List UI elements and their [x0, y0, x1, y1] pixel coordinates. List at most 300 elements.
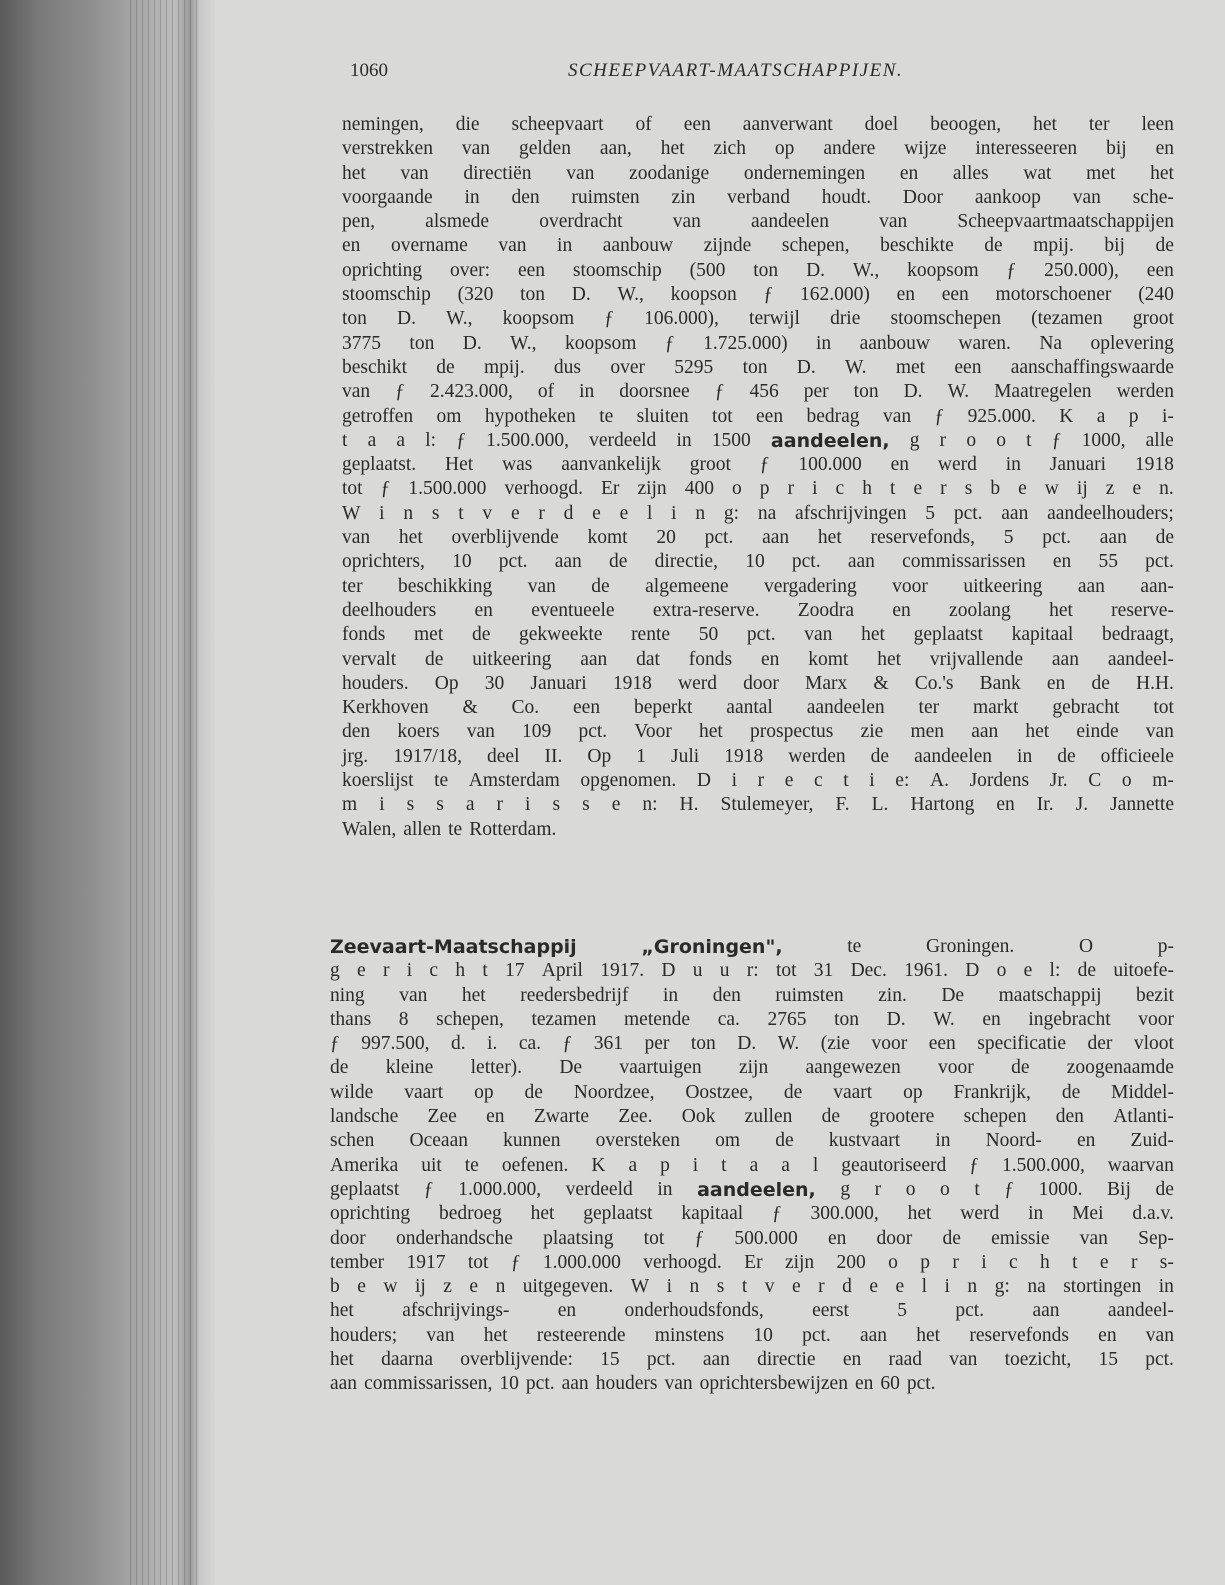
word: aan — [762, 527, 790, 549]
word: werden — [788, 745, 846, 767]
word: en — [1046, 672, 1066, 694]
word: e — [791, 1276, 801, 1298]
word: ter — [342, 575, 363, 597]
word: van — [1145, 721, 1174, 743]
word: overblijvende: — [460, 1349, 573, 1371]
word: reservefonds — [969, 1324, 1069, 1346]
word: n — [967, 1276, 978, 1298]
word: aanvankelijk — [561, 454, 661, 476]
word: a — [749, 1154, 759, 1176]
word: of — [635, 114, 652, 135]
word: leen — [1141, 114, 1174, 135]
word: stortingen — [1063, 1276, 1142, 1298]
word: 30 — [484, 672, 505, 694]
word: de — [942, 1227, 961, 1249]
word: allen — [403, 818, 442, 840]
word: H. — [679, 794, 699, 816]
word: beschikte — [880, 235, 954, 257]
word: ton — [834, 1008, 860, 1030]
word: stoomschepen — [890, 308, 1001, 330]
word: zijn — [738, 1057, 769, 1079]
word: een — [954, 356, 982, 378]
word: Jannette — [1110, 794, 1174, 816]
word: a — [465, 794, 475, 816]
text-line — [330, 1275, 1174, 1299]
word: 456 — [749, 381, 779, 403]
word: l: — [1049, 960, 1061, 982]
word: 300.000, — [810, 1203, 879, 1225]
word: Oceaan — [409, 1130, 468, 1152]
word: koopsom — [564, 332, 637, 354]
book-spine-shadow — [0, 0, 215, 1585]
word: aan — [554, 551, 582, 573]
word: eventueele — [531, 599, 615, 621]
word: de — [1057, 745, 1076, 767]
word: alles — [952, 162, 989, 184]
text-line — [330, 1032, 1174, 1056]
word: 250.000), — [1044, 259, 1119, 281]
word: tezamen — [531, 1008, 597, 1030]
word: ƒ — [395, 381, 405, 403]
word: het — [342, 162, 366, 184]
word: geplaatst — [583, 1203, 653, 1225]
word: aanschaffingswaarde — [1010, 356, 1174, 378]
word: t — [1026, 429, 1032, 451]
word: t — [1072, 1251, 1078, 1273]
word: van — [498, 235, 527, 257]
word: e — [895, 1276, 905, 1298]
word: in — [464, 186, 480, 208]
word: de — [609, 551, 628, 573]
word: Frankrijk, — [953, 1081, 1031, 1103]
text-line — [342, 672, 1174, 696]
word: e — [357, 960, 366, 982]
word: pct. — [1042, 527, 1071, 549]
word: n: — [642, 794, 658, 816]
word: voor — [1138, 1008, 1174, 1030]
word: houdt. — [821, 186, 872, 208]
word: g — [330, 960, 340, 982]
word: de — [783, 1081, 803, 1103]
word: aanbouw — [602, 235, 674, 257]
word: aan — [330, 1373, 358, 1395]
word: en — [486, 1106, 505, 1128]
word: tember — [330, 1251, 385, 1273]
word: r — [940, 478, 947, 500]
word: 1.000.000, — [458, 1178, 542, 1200]
word: D — [965, 960, 980, 982]
word: directiën — [463, 162, 532, 184]
word: en — [1155, 138, 1174, 160]
word: 20 — [656, 527, 676, 549]
word: in — [1028, 1203, 1044, 1225]
word: het — [530, 1203, 555, 1225]
word: n — [689, 1276, 700, 1298]
word: ning — [330, 984, 365, 1006]
word: schepen, — [781, 235, 850, 257]
word: pct. — [955, 1300, 985, 1322]
word: over: — [450, 259, 491, 281]
word: Noord- — [985, 1130, 1042, 1152]
word: door — [330, 1227, 366, 1249]
word: houders. — [342, 672, 409, 694]
word: van — [1079, 1227, 1108, 1249]
word: 55 — [1098, 551, 1118, 573]
word: W — [342, 502, 361, 524]
word: aandeel- — [1107, 648, 1174, 670]
word: Zoodra — [797, 599, 855, 621]
word: Maatregelen — [994, 381, 1092, 403]
word: en — [982, 1008, 1001, 1030]
word: den — [1055, 1106, 1084, 1128]
word: doorsnee — [619, 381, 690, 403]
word: 1500 — [711, 429, 751, 451]
word: met — [1086, 162, 1116, 184]
word: r — [382, 960, 390, 982]
word: F. — [835, 794, 850, 816]
word: aan — [1032, 1300, 1060, 1322]
word: dat — [636, 648, 660, 670]
word: a — [628, 1154, 638, 1176]
word: Na — [1039, 332, 1063, 354]
text-line — [330, 1372, 1174, 1396]
word: 5295 — [674, 356, 714, 378]
word: b — [330, 1276, 340, 1298]
word: dus — [553, 356, 582, 378]
word: Jordens — [969, 770, 1030, 792]
text-line — [342, 259, 1174, 283]
word: het — [483, 1324, 508, 1346]
word: fonds — [342, 624, 386, 646]
word: verstrekken — [342, 138, 433, 160]
word: gekweekte — [519, 624, 603, 646]
word: Middel- — [1111, 1081, 1174, 1103]
word: r: — [746, 960, 759, 982]
word: vaart — [404, 1081, 444, 1103]
page-number: 1060 — [350, 60, 388, 81]
text-line — [330, 1227, 1174, 1251]
word: hypotheken — [484, 405, 576, 427]
word: in — [815, 332, 832, 354]
word: aan- — [1140, 575, 1174, 597]
page-edges — [130, 0, 200, 1585]
word: oprichting — [330, 1203, 411, 1225]
word: bedrag — [806, 405, 860, 427]
paragraph-zeevaart-groningen — [330, 935, 1174, 1397]
word: a — [367, 429, 377, 451]
word: Mei — [1072, 1203, 1104, 1225]
word: wat — [1023, 162, 1052, 184]
word: alle — [1145, 429, 1174, 451]
word: het — [861, 624, 885, 646]
word: 1918 — [612, 672, 652, 694]
text-line — [342, 210, 1174, 234]
word: u — [692, 960, 703, 982]
word: 1000, — [1081, 429, 1126, 451]
word: pct. — [953, 502, 983, 524]
word: reservefonds, — [870, 527, 976, 549]
running-title: SCHEEPVAART-MAATSCHAPPIJEN. — [568, 60, 904, 81]
word: L. — [871, 794, 889, 816]
word: (tezamen — [1031, 308, 1103, 330]
word: z — [1105, 478, 1115, 500]
word: ton — [753, 259, 779, 281]
word: pct. — [906, 1373, 936, 1395]
word: commissarissen — [902, 551, 1026, 573]
word: en — [1077, 1130, 1096, 1152]
text-line — [342, 599, 1174, 623]
word: W., — [617, 284, 644, 306]
word: Ir. — [1036, 794, 1054, 816]
word: oefenen. — [501, 1154, 569, 1176]
word: c — [1009, 1251, 1018, 1273]
word: ƒ — [763, 284, 774, 306]
text-line — [342, 769, 1174, 793]
word: oprichting — [342, 259, 423, 281]
word: schepen — [963, 1106, 1027, 1128]
word: een — [573, 697, 601, 719]
text-line — [330, 1299, 1174, 1323]
text-line — [330, 984, 1174, 1008]
word: komt — [808, 648, 849, 670]
word: geplaatst. — [342, 454, 417, 476]
word: uitgegeven. — [522, 1276, 614, 1298]
word: te — [464, 1154, 479, 1176]
word: ter — [918, 697, 940, 719]
text-line — [342, 429, 1174, 453]
word: het — [877, 648, 902, 670]
word: alsmede — [425, 211, 490, 233]
word: de — [524, 1081, 543, 1103]
word: 15 — [1098, 1349, 1118, 1371]
text-line — [342, 696, 1174, 720]
word: een — [928, 1033, 956, 1055]
word: D. — [903, 381, 923, 403]
word: algemeene — [645, 575, 729, 597]
word: 162.000) — [799, 284, 870, 306]
word: p — [759, 478, 770, 500]
word: Stulemeyer, — [720, 794, 814, 816]
word: waarvan — [1107, 1154, 1174, 1176]
word: oplevering — [1090, 332, 1174, 354]
word: van — [566, 162, 595, 184]
word: nemingen, — [342, 114, 424, 135]
word: de — [591, 575, 610, 597]
word: het — [660, 138, 685, 160]
word: om — [436, 405, 462, 427]
word: l: — [425, 429, 437, 451]
word: Op — [587, 745, 612, 767]
word: Hartong — [910, 794, 975, 816]
word: aan — [1001, 502, 1029, 524]
word: Er — [601, 478, 620, 500]
word: verdeeld — [565, 1178, 633, 1200]
word: e — [784, 770, 794, 792]
word: 1 — [636, 745, 647, 767]
text-line — [330, 1008, 1174, 1032]
word: i — [731, 770, 737, 792]
word: Groningen. — [926, 936, 1015, 957]
word: t — [721, 1154, 727, 1176]
page-header — [350, 60, 1180, 90]
word: l — [921, 1276, 928, 1298]
text-line — [330, 1105, 1174, 1129]
word: p — [920, 1251, 931, 1273]
text-line — [330, 1348, 1174, 1372]
word: p — [660, 1154, 670, 1176]
word: en — [474, 599, 493, 621]
word: 106.000), — [644, 308, 719, 330]
word: bedroeg — [438, 1203, 502, 1225]
word: r — [538, 502, 545, 524]
text-line — [342, 550, 1174, 574]
word: zoodanige — [629, 162, 710, 184]
word: op — [474, 1081, 494, 1103]
word: grootere — [869, 1106, 935, 1128]
word: zijn — [637, 478, 667, 500]
word: in — [1005, 454, 1021, 476]
word: ƒ — [1006, 259, 1017, 281]
word: geautoriseerd — [841, 1154, 947, 1176]
word: te — [448, 818, 463, 840]
word: tot — [712, 405, 733, 427]
word: om — [715, 1130, 741, 1152]
word: 10 — [753, 1324, 773, 1346]
word: officieele — [1100, 745, 1174, 767]
word: ij — [1076, 478, 1088, 500]
word: schepen, — [436, 1008, 504, 1030]
word: Atlanti- — [1113, 1106, 1174, 1128]
word: (320 — [457, 284, 494, 306]
word: n — [495, 1276, 506, 1298]
word: e — [469, 1276, 479, 1298]
word: 17 — [505, 960, 525, 982]
word: 1.500.000, — [1001, 1154, 1085, 1176]
word: vaart — [833, 1081, 873, 1103]
word: was — [502, 454, 533, 476]
word: K — [591, 1154, 606, 1176]
word: aangewezen — [805, 1057, 901, 1079]
word: getroffen — [342, 405, 414, 427]
word: tot — [467, 1251, 489, 1273]
text-line — [342, 283, 1174, 307]
word: r — [787, 478, 795, 500]
word: A. — [929, 770, 949, 792]
word: werden — [1116, 381, 1174, 403]
word: werd — [677, 672, 717, 694]
word: i — [666, 1276, 673, 1298]
word: 15 — [600, 1349, 620, 1371]
word: ƒ — [759, 454, 770, 476]
word: in — [935, 1130, 951, 1152]
word: jrg. — [342, 745, 369, 767]
bold-word: aandeelen, — [697, 1178, 816, 1201]
word: Noordzee, — [573, 1081, 655, 1103]
word: d — [842, 1276, 852, 1298]
word: d.a.v. — [1132, 1203, 1174, 1225]
word: 10 — [745, 551, 765, 573]
text-line — [342, 113, 1174, 137]
word: vaartuigen — [619, 1057, 702, 1079]
word: in — [676, 429, 692, 451]
word: en — [892, 599, 911, 621]
text-line — [330, 1081, 1174, 1105]
word: n — [695, 502, 706, 524]
word: a — [781, 1154, 790, 1176]
word: ƒ — [380, 478, 391, 500]
word: l — [646, 502, 653, 524]
word: O — [1078, 936, 1094, 957]
word: 200 — [836, 1251, 866, 1273]
word: aankoop — [974, 186, 1041, 208]
word: e — [592, 502, 601, 524]
word: s — [431, 502, 440, 524]
word: 31 — [813, 960, 834, 982]
word: commissarissen, — [364, 1373, 493, 1395]
word: uit — [421, 1154, 442, 1176]
word: het — [817, 527, 842, 549]
word: i- — [1161, 405, 1174, 427]
word: en — [1098, 1324, 1117, 1346]
word: oprichtersbewijzen — [699, 1373, 848, 1395]
word: landsche — [330, 1106, 399, 1128]
word: zijn — [784, 1251, 815, 1273]
word: van — [342, 381, 371, 403]
word: aan — [1099, 527, 1127, 549]
text-line — [342, 720, 1174, 744]
word: r — [757, 770, 765, 792]
paragraph-scheepvaart — [342, 113, 1174, 842]
word: te — [847, 936, 862, 957]
word: een — [756, 405, 784, 427]
word: g: — [723, 502, 740, 524]
word: wijze — [904, 138, 947, 160]
word: waren. — [958, 332, 1011, 354]
word: beperkt — [633, 697, 693, 719]
word: de — [1011, 1057, 1030, 1079]
word: ƒ — [771, 1203, 782, 1225]
word: zin. — [878, 984, 907, 1006]
word: Het — [445, 454, 474, 476]
word: 2765 — [767, 1008, 807, 1030]
word: de — [821, 1106, 841, 1128]
word: beschikt — [342, 356, 407, 378]
word: Zwarte — [533, 1106, 590, 1128]
word: 1.500.000 — [408, 478, 487, 500]
text-line — [342, 405, 1174, 429]
word: bij — [1106, 138, 1127, 160]
word: W., — [510, 332, 537, 354]
word: 5 — [925, 502, 936, 524]
word: ton — [409, 332, 435, 354]
text-line — [342, 234, 1174, 258]
word: kleine — [385, 1057, 434, 1079]
word: aan — [1077, 575, 1105, 597]
word: voorgaande — [342, 186, 433, 208]
word: rente — [631, 624, 671, 646]
word: verhoogd. — [643, 1251, 722, 1273]
word: n — [403, 502, 414, 524]
word: ton — [742, 356, 768, 378]
word: thans — [330, 1008, 372, 1030]
word: de — [436, 356, 455, 378]
word: o — [940, 1178, 950, 1200]
word: na — [1027, 1276, 1046, 1298]
word: c — [835, 478, 845, 500]
word: daarna — [381, 1349, 434, 1371]
word: D — [661, 960, 676, 982]
word: e — [611, 794, 621, 816]
